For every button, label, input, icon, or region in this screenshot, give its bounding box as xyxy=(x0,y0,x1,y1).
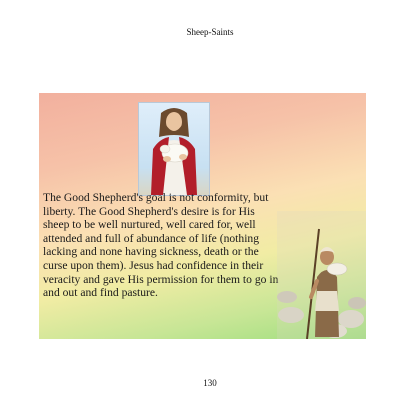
shepherd-with-flock-image xyxy=(277,211,366,339)
jesus-illustration xyxy=(139,103,209,195)
shepherd-illustration xyxy=(277,211,366,339)
slide-panel xyxy=(39,93,366,339)
jesus-with-lamb-image xyxy=(138,102,210,196)
running-head: Sheep-Saints xyxy=(186,27,234,37)
slide-body-text: The Good Shepherd's goal is not conformity, but liberty. The Good Shepherd's desire is for His sheep to be well nurtured, well cared for, well attended and full of abundance of life (nothing lacking and none having sickness, death or the curse upon them). Jesus had confidence in their veracity and gave His permission for them to go in and out and find pasture. xyxy=(43,191,279,300)
page-number: 130 xyxy=(203,378,217,388)
